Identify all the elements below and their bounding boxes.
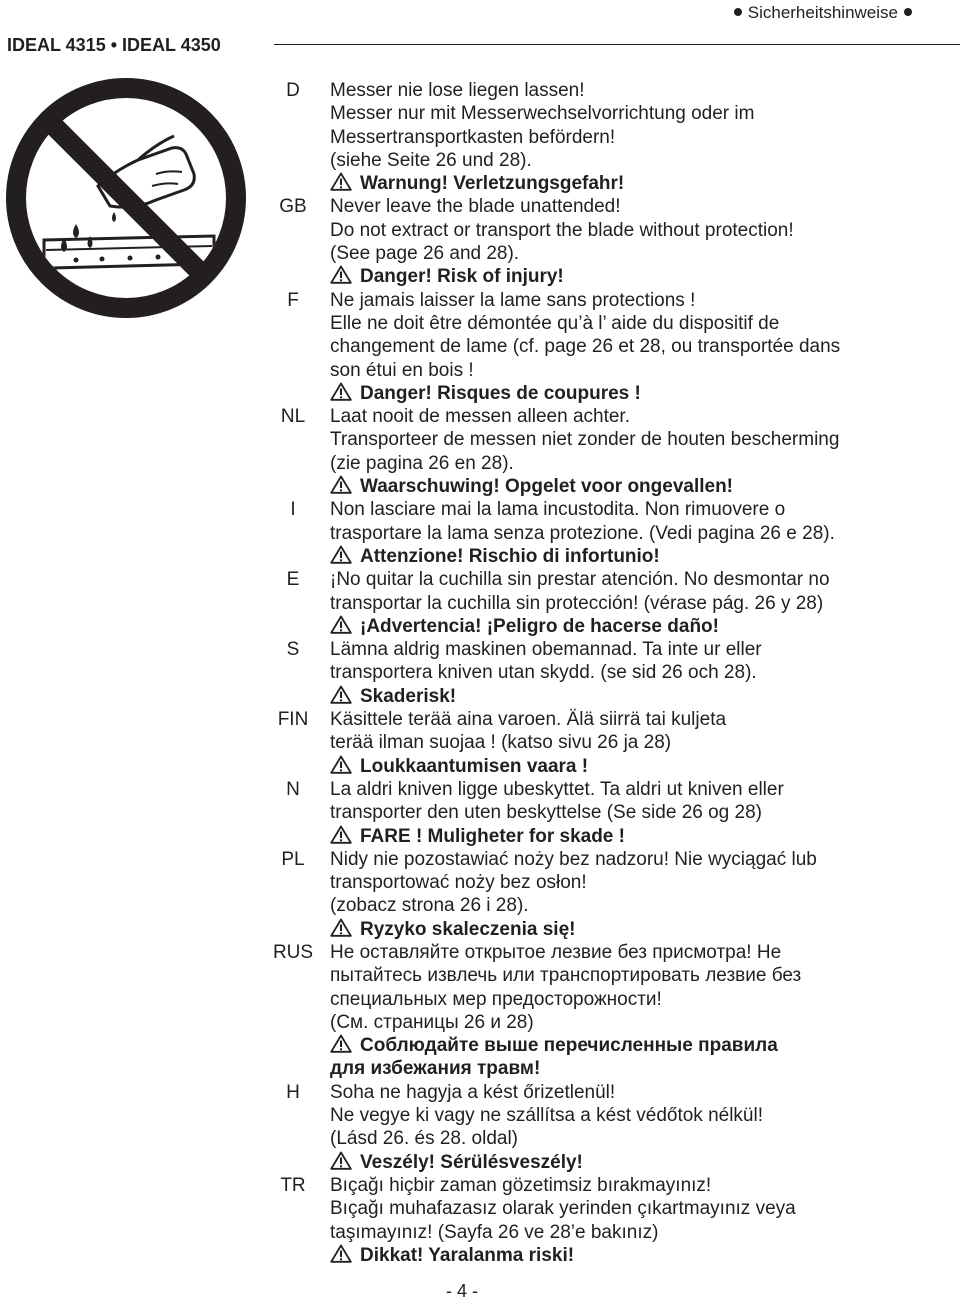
line-text: Соблюдайте выше перечисленные правила [360, 1035, 778, 1057]
instruction-line [330, 498, 956, 521]
warning-line [330, 1057, 956, 1080]
instruction-line [330, 568, 956, 591]
language-text [330, 405, 956, 498]
language-text [330, 708, 956, 778]
language-code: RUS [272, 941, 314, 963]
line-text: transporter den uten beskyttelse (Se side 26 og 28) [330, 802, 762, 824]
warning-triangle-icon [330, 475, 352, 494]
language-text [330, 1174, 956, 1267]
line-text: changement de lame (cf. page 26 et 28, ou transportée dans [330, 336, 841, 358]
line-text: Skaderisk! [360, 685, 457, 707]
warning-line [330, 382, 956, 405]
warning-line [330, 172, 956, 195]
instruction-line [330, 242, 956, 265]
language-code: I [290, 499, 296, 521]
instruction-line [330, 638, 956, 661]
language-block-tr [266, 1174, 956, 1267]
language-block-nl [266, 405, 956, 498]
warning-triangle-icon [330, 685, 352, 704]
language-text [330, 289, 956, 405]
warning-triangle-icon [330, 1151, 352, 1170]
line-text: ¡No quitar la cuchilla sin prestar atención. No desmontar no [330, 569, 830, 591]
line-text: Soha ne hagyja a kést őrizetlenül! [330, 1081, 616, 1103]
line-text: Не оставляйте открытое лезвие без присмотра! Не [330, 941, 782, 963]
line-text: transportować noży bez osłon! [330, 872, 587, 894]
line-text: для избежания травм! [330, 1058, 541, 1080]
instruction-line [330, 1104, 956, 1127]
line-text: Ne vegye ki vagy ne szállítsa a kést védőtok nélkül! [330, 1105, 764, 1127]
instruction-line [330, 289, 956, 312]
warning-triangle-icon [330, 1244, 352, 1263]
line-text: Dikkat! Yaralanma riski! [360, 1244, 575, 1266]
language-code: H [286, 1081, 300, 1103]
warning-line [330, 918, 956, 941]
warning-line [330, 545, 956, 568]
line-text: (zie pagina 26 en 28). [330, 452, 514, 474]
safety-instructions-list [266, 79, 956, 1267]
line-text: Warnung! Verletzungsgefahr! [360, 173, 625, 195]
language-text [330, 638, 956, 708]
header-divider [274, 44, 960, 45]
instruction-line [330, 731, 956, 754]
instruction-line [330, 848, 956, 871]
instruction-line [330, 988, 956, 1011]
line-text: Danger! Risques de coupures ! [360, 382, 641, 404]
line-text: Nidy nie pozostawiać noży bez nadzoru! Nie wyciągać lub [330, 848, 817, 870]
line-text: transportera kniven utan skydd. (se sid 26 och 28). [330, 662, 757, 684]
language-block-h [266, 1081, 956, 1174]
language-block-i [266, 498, 956, 568]
warning-line [330, 825, 956, 848]
line-text: Lämna aldrig maskinen obemannad. Ta inte ur eller [330, 639, 762, 661]
warning-line [330, 1034, 956, 1057]
instruction-line [330, 592, 956, 615]
language-text [330, 848, 956, 941]
instruction-line [330, 801, 956, 824]
warning-line [330, 475, 956, 498]
language-code: TR [280, 1174, 306, 1196]
language-block-n [266, 778, 956, 848]
instruction-line [330, 871, 956, 894]
line-text: (zobacz strona 26 i 28). [330, 895, 529, 917]
instruction-line [330, 335, 956, 358]
bullet-icon [904, 8, 912, 16]
line-text: Ne jamais laisser la lame sans protections ! [330, 289, 696, 311]
instruction-line [330, 1011, 956, 1034]
language-code: F [287, 289, 299, 311]
warning-triangle-icon [330, 1034, 352, 1053]
language-block-pl [266, 848, 956, 941]
line-text: ¡Advertencia! ¡Peligro de hacerse daño! [360, 615, 719, 637]
instruction-line [330, 312, 956, 335]
line-text: Non lasciare mai la lama incustodita. Non rimuovere o [330, 499, 786, 521]
warning-triangle-icon [330, 615, 352, 634]
line-text: (siehe Seite 26 und 28). [330, 149, 532, 171]
language-code: E [286, 569, 300, 591]
warning-line [330, 755, 956, 778]
language-block-e [266, 568, 956, 638]
line-text: Danger! Risk of injury! [360, 266, 564, 288]
line-text: Ryzyko skaleczenia się! [360, 918, 576, 940]
line-text: Never leave the blade unattended! [330, 196, 621, 218]
line-text: transportar la cuchilla sin protección! (vérase pág. 26 y 28) [330, 592, 824, 614]
instruction-line [330, 894, 956, 917]
instruction-line [330, 1197, 956, 1220]
line-text: FARE ! Muligheter for skade ! [360, 825, 625, 847]
line-text: Veszély! Sérülésveszély! [360, 1151, 583, 1173]
no-loose-blade-prohibition-icon [6, 78, 246, 318]
instruction-line [330, 102, 956, 125]
line-text: Waarschuwing! Opgelet voor ongevallen! [360, 476, 734, 498]
instruction-line [330, 452, 956, 475]
line-text: trasportare la lama senza protezione. (Vedi pagina 26 e 28). [330, 522, 835, 544]
language-text [330, 79, 956, 195]
warning-triangle-icon [330, 918, 352, 937]
bullet-icon [734, 8, 742, 16]
warning-triangle-icon [330, 545, 352, 564]
line-text: terää ilman suojaa ! (katso sivu 26 ja 28) [330, 732, 672, 754]
instruction-line [330, 126, 956, 149]
instruction-line [330, 522, 956, 545]
instruction-line [330, 964, 956, 987]
instruction-line [330, 219, 956, 242]
line-text: (See page 26 and 28). [330, 243, 520, 265]
language-code: D [286, 80, 300, 101]
warning-line [330, 265, 956, 288]
instruction-line [330, 359, 956, 382]
page-number: - 4 - [445, 1281, 478, 1301]
line-text: специальных мер предосторожности! [330, 988, 662, 1010]
language-text [330, 195, 956, 288]
instruction-line [330, 405, 956, 428]
line-text: Messertransportkasten befördern! [330, 126, 616, 148]
warning-triangle-icon [330, 172, 352, 191]
line-text: taşımayınız! (Sayfa 26 ve 28’e bakınız) [330, 1221, 659, 1243]
language-text [330, 778, 956, 848]
language-text [330, 498, 956, 568]
line-text: Käsittele terää aina varoen. Älä siirrä tai kuljeta [330, 709, 727, 731]
language-block-rus [266, 941, 956, 1081]
line-text: Messer nie lose liegen lassen! [330, 80, 585, 101]
line-text: Loukkaantumisen vaara ! [360, 755, 589, 777]
language-text [330, 1081, 956, 1174]
line-text: Laat nooit de messen alleen achter. [330, 406, 630, 428]
line-text: Transporteer de messen niet zonder de houten bescherming [330, 429, 840, 451]
instruction-line [330, 661, 956, 684]
warning-line [330, 1244, 956, 1267]
instruction-line [330, 1081, 956, 1104]
line-text: son étui en bois ! [330, 359, 474, 381]
line-text: Do not extract or transport the blade without protection! [330, 219, 794, 241]
line-text: Bıçağı hiçbir zaman gözetimsiz bırakmayınız! [330, 1174, 712, 1196]
instruction-line [330, 195, 956, 218]
line-text: Elle ne doit être démontée qu’à l’ aide du dispositif de [330, 312, 780, 334]
language-code: PL [281, 848, 305, 870]
header-section-title [728, 0, 918, 26]
line-text: Bıçağı muhafazasız olarak yerinden çıkartmayınız veya [330, 1198, 796, 1220]
line-text: пытайтесь извлечь или транспортировать лезвие без [330, 965, 802, 987]
line-text: La aldri kniven ligge ubeskyttet. Ta aldri ut kniven eller [330, 778, 784, 800]
warning-triangle-icon [330, 265, 352, 284]
language-text [330, 941, 956, 1081]
language-block-s [266, 638, 956, 708]
line-text: Messer nur mit Messerwechselvorrichtung oder im [330, 103, 755, 125]
instruction-line [330, 778, 956, 801]
language-code: FIN [277, 709, 309, 731]
warning-line [330, 1151, 956, 1174]
language-text [330, 568, 956, 638]
language-block-f [266, 289, 956, 405]
warning-line [330, 685, 956, 708]
instruction-line [330, 1174, 956, 1197]
line-text: (См. страницы 26 и 28) [330, 1011, 534, 1033]
instruction-line [330, 428, 956, 451]
language-code: S [286, 639, 300, 661]
line-text: Attenzione! Rischio di infortunio! [360, 545, 660, 567]
language-block-gb [266, 195, 956, 288]
instruction-line [330, 941, 956, 964]
language-block-fin [266, 708, 956, 778]
instruction-line [330, 1127, 956, 1150]
language-code: NL [280, 406, 306, 428]
warning-triangle-icon [330, 382, 352, 401]
warning-triangle-icon [330, 755, 352, 774]
warning-line [330, 615, 956, 638]
instruction-line [330, 708, 956, 731]
language-code: GB [279, 196, 307, 218]
line-text: (Lásd 26. és 28. oldal) [330, 1128, 519, 1150]
section-title-text: Sicherheitshinweise [747, 3, 898, 22]
instruction-line [330, 79, 956, 102]
language-block-d [266, 79, 956, 195]
instruction-line [330, 149, 956, 172]
model-title: IDEAL 4315 • IDEAL 4350 [7, 35, 221, 55]
language-code: N [286, 778, 300, 800]
instruction-line [330, 1221, 956, 1244]
warning-triangle-icon [330, 825, 352, 844]
